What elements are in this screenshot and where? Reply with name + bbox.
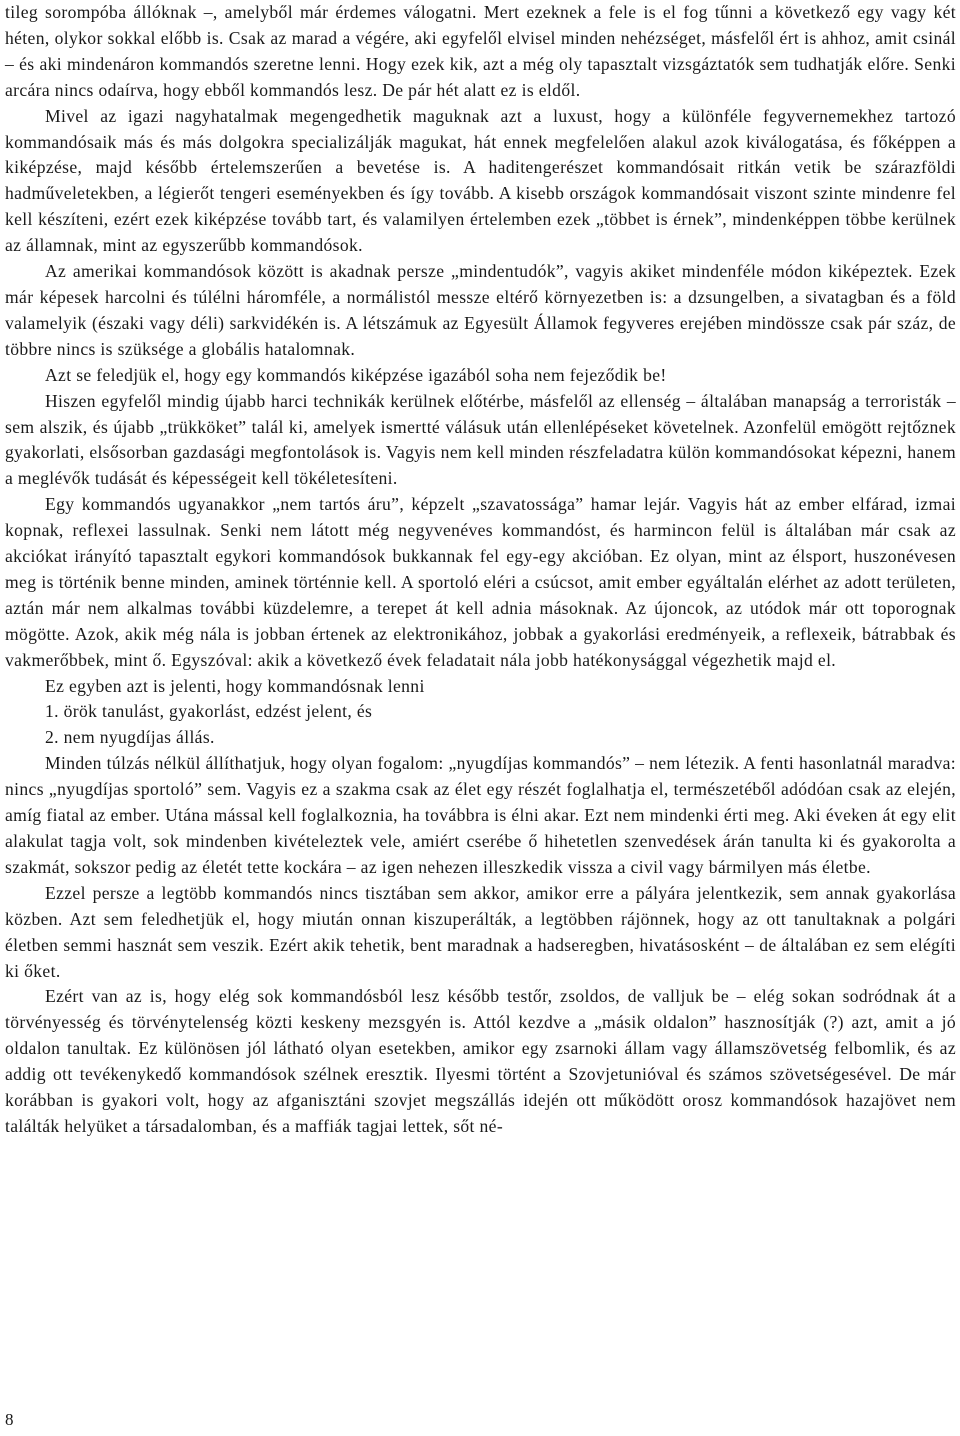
list-item-1: 1. örök tanulást, gyakorlást, edzést jelent, és bbox=[45, 701, 373, 722]
paragraph-2: Mivel az igazi nagyhatalmak megengedhetik maguknak azt a luxust, hogy a különféle fegyvernemekhez tartozó kommandósaik más és más dolgokra specializálják magukat, hát ennek megfelelően alakul azok kiválogatása, és főképpen a kiképzése, majd később értelemszerűen a bevetése is. A haditengerészet kommandósait ritkán vetik be szárazföldi hadműveletekben, a légierőt tengeri eseményekben és így tovább. A kisebb országok kommandósait viszont szinte mindenre fel kell készíteni, ezért ezek kiképzése tovább tart, és valamilyen értelemben ezek „többet is érnek”, mindenképpen többe kerülnek az államnak, mint az egyszerűbb kommandósok. bbox=[5, 105, 956, 256]
paragraph-9: Ezzel persze a legtöbb kommandós nincs tisztában sem akkor, amikor erre a pályára jelentkezik, sem annak gyakorlása közben. Azt sem feledhetjük el, hogy miután onnan kiszuperálták, a legtöbben rájönnek, hogy az ott tanultaknak a polgári életben semmi hasznát sem veszik. Ezért akik tehetik, bent maradnak a hadseregben, hivatásosként – de általában ez sem elégíti ki őket. bbox=[5, 882, 956, 981]
list-item-2: 2. nem nyugdíjas állás. bbox=[45, 727, 215, 748]
paragraph-4: Azt se feledjük el, hogy egy kommandós kiképzése igazából soha nem fejeződik be! bbox=[45, 364, 667, 385]
paragraph-7: Ez egyben azt is jelenti, hogy kommandósnak lenni bbox=[45, 675, 425, 696]
paragraph-8: Minden túlzás nélkül állíthatjuk, hogy olyan fogalom: „nyugdíjas kommandós” – nem létezik. A fenti hasonlatnál maradva: nincs „nyugdíjas sportoló” sem. Vagyis ez a szakma csak az élet egy részét foglalhatja el, természetéből adódóan csak az elején, amíg fiatal az ember. Utána mással kell foglalkoznia, ha továbbra is élni akar. Ezt nem mindenki érti meg. Aki éveken át egy elit alakulat tagja volt, sok mindenben kivételeztek vele, amiért cserébe ő hihetetlen szenvedések árán tanulta ki és gyakorolta a szakmát, sokszor pedig az életét tette kockára – az igen nehezen illeszkedik vissza a civil vagy bármilyen más életbe. bbox=[5, 753, 956, 877]
paragraph-3: Az amerikai kommandósok között is akadnak persze „mindentudók”, vagyis akiket mindenféle módon kiképeztek. Ezek már képesek harcolni és túlélni háromféle, a normálistól messze eltérő környezetben is: a dzsungelben, a sivatagban és a föld valamelyik (északi vagy déli) sarkvidékén is. A létszámuk az Egyesült Államok fegyveres erejében mindössze csak pár száz, de többre nincs is szüksége a globális hatalomnak. bbox=[5, 261, 956, 359]
document-body bbox=[5, 0, 956, 1140]
paragraph-6: Egy kommandós ugyanakkor „nem tartós áru”, képzelt „szavatossága” hamar lejár. Vagyis hát az ember elfárad, izmai kopnak, reflexei lassulnak. Senki nem látott még negyvenéves kommandóst, és harmincon felül is általában már csak az akciókat irányító tapasztalt egykori kommandósok bukkannak fel egy-egy akcióban. Ez olyan, mint az élsport, huszonévesen meg is történik benne minden, aminek történnie kell. A sportoló eléri a csúcsot, amit ember egyáltalán elérhet az adott területen, aztán már nem alkalmas további küzdelemre, a terepet át kell adnia másoknak. Az újoncok, az utódok már ott toporognak mögötte. Azok, akik még nála is jobban értenek az elektronikához, jobbak a gyakorlási eredményeik, a reflexeik, bátrabbak és vakmerőbbek, mint ő. Egyszóval: akik a következő évek feladatait nála jobb hatékonysággal végezhetik majd el. bbox=[5, 494, 956, 670]
paragraph-5: Hiszen egyfelől mindig újabb harci technikák kerülnek előtérbe, másfelől az ellenség – általában manapság a terroristák – sem alszik, és újabb „trükköket” talál ki, amelyek ismertté válásuk után ellenlépéseket követelnek. Azonfelül emögött rejtőznek gyakorlati, elsősorban gazdasági megfontolások is. Vagyis nem kell minden részfeladatra külön kommandósokat képezni, hanem a meglévők tudását és képességeit kell tökéletesíteni. bbox=[5, 390, 956, 489]
page-number: 8 bbox=[5, 1410, 14, 1429]
paragraph-1: tileg sorompóba állóknak –, amelyből már érdemes válogatni. Mert ezeknek a fele is el fog tűnni a következő egy vagy két héten, olykor sokkal előbb is. Csak az marad a végére, aki egyfelől elvisel minden nehézséget, másfelől ért is ahhoz, amit csinál – és aki mindenáron kommandós szeretne lenni. Hogy ezek kik, azt a még oly tapasztalt vizsgáztatók sem tudhatják előre. Senki arcára nincs odaírva, hogy ebből kommandós lesz. De pár hét alatt ez is eldől. bbox=[5, 2, 956, 100]
paragraph-10: Ezért van az is, hogy elég sok kommandósból lesz később testőr, zsoldos, de valljuk be – elég sokan sodródnak át a törvényesség és törvénytelenség közti keskeny mezsgyén is. Attól kezdve a „másik oldalon” hasznosítják (?) azt, amit a jó oldalon tanultak. Ez különösen jól látható olyan esetekben, amikor egy zsarnoki állam vagy államszövetség felbomlik, és az addig ott tevékenykedő kommandósok szélnek eresztik. Ilyesmi történt a Szovjetunióval és számos szövetségesével. De már korábban is gyakori volt, hogy az afganisztáni szovjet megszállás idején ott működött orosz kommandósok hazajövet nem találták helyüket a társadalomban, és a maffiák tagjai lettek, sőt né- bbox=[5, 986, 956, 1136]
